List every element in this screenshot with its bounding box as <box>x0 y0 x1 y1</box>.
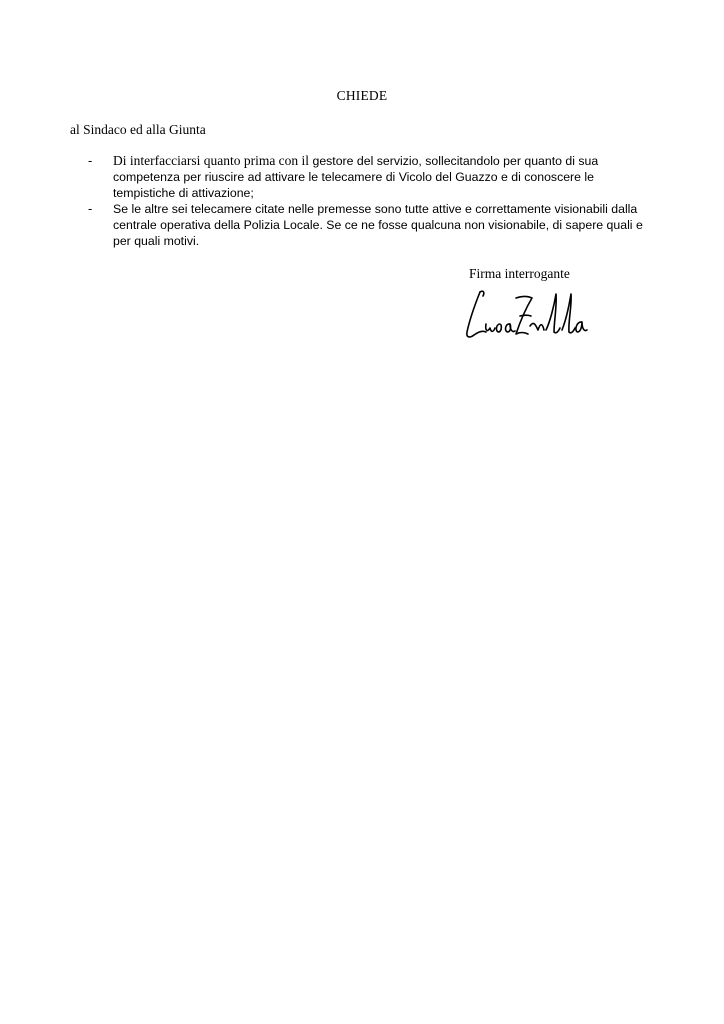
handwritten-signature <box>458 286 588 344</box>
recipient-line: al Sindaco ed alla Giunta <box>70 122 206 137</box>
list-dash: - <box>88 201 93 216</box>
request-lead-text: Di interfacciarsi quanto prima con il <box>113 153 310 168</box>
request-item-2 <box>88 201 648 249</box>
request-item-1 <box>88 153 648 201</box>
list-dash: - <box>88 153 93 168</box>
request-body-text: gestore del servizio, sollecitandolo per quanto di sua competenza per riuscire ad attivare le telecamere di Vicolo del Guazzo e di conoscere le tempistiche di attivazione; <box>113 154 599 200</box>
request-body-text: Se le altre sei telecamere citate nelle premesse sono tutte attive e correttamente visionabili dalla centrale operativa della Polizia Locale. Se ce ne fosse qualcuna non visionabile, di sapere quali e per quali motivi. <box>113 202 643 248</box>
request-list <box>88 153 648 249</box>
document-heading: CHIEDE <box>336 88 388 103</box>
signature-label: Firma interrogante <box>469 266 570 281</box>
